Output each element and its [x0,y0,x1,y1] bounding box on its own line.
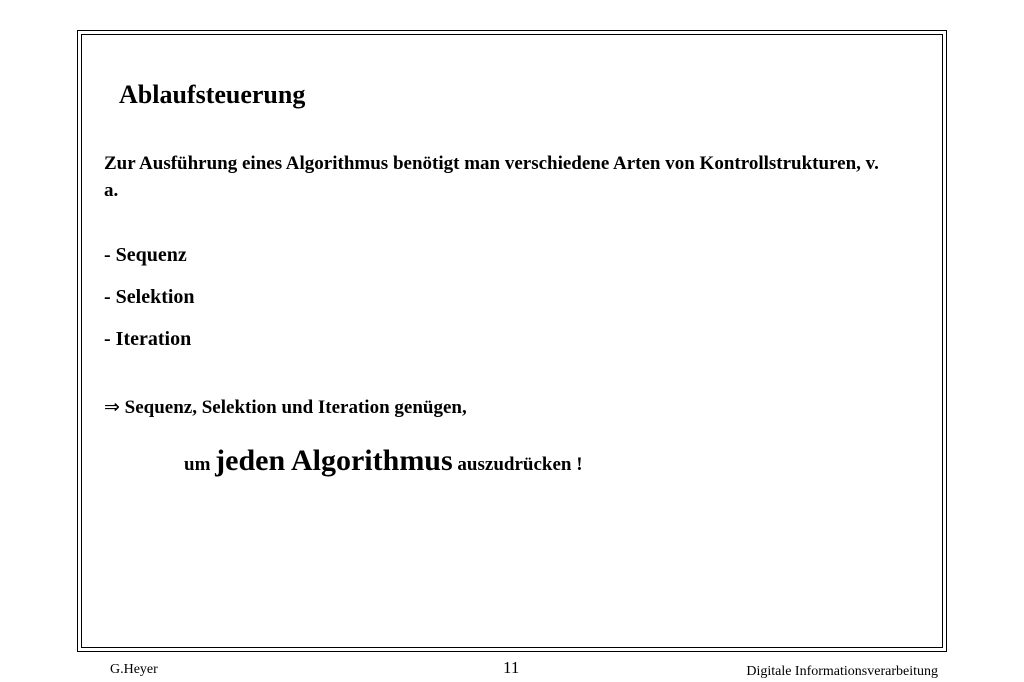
bullet-selektion: - Selektion [104,286,195,308]
conclusion-emphasis: jeden Algorithmus [215,444,453,477]
bullet-sequenz: - Sequenz [104,244,187,266]
conclusion-suffix: auszudrücken ! [452,454,583,475]
implies-arrow-icon: ⇒ [104,396,120,418]
footer-course-title: Digitale Informationsverarbeitung [746,664,938,679]
slide-frame [77,30,947,652]
footer-author: G.Heyer [110,662,158,677]
footer-page-number: 11 [503,658,520,677]
conclusion-prefix: um [184,454,216,475]
conclusion-text: Sequenz, Selektion und Iteration genügen, [119,397,467,418]
bullet-iteration: - Iteration [104,328,192,350]
slide-frame-inner-border [81,34,943,648]
conclusion-line-2 [184,444,583,478]
intro-paragraph: Zur Ausführung eines Algorithmus benötigt man verschiedene Arten von Kontrollstrukturen, v. a. [104,153,879,201]
slide-title: Ablaufsteuerung [119,80,306,109]
conclusion-line-1 [104,396,467,419]
